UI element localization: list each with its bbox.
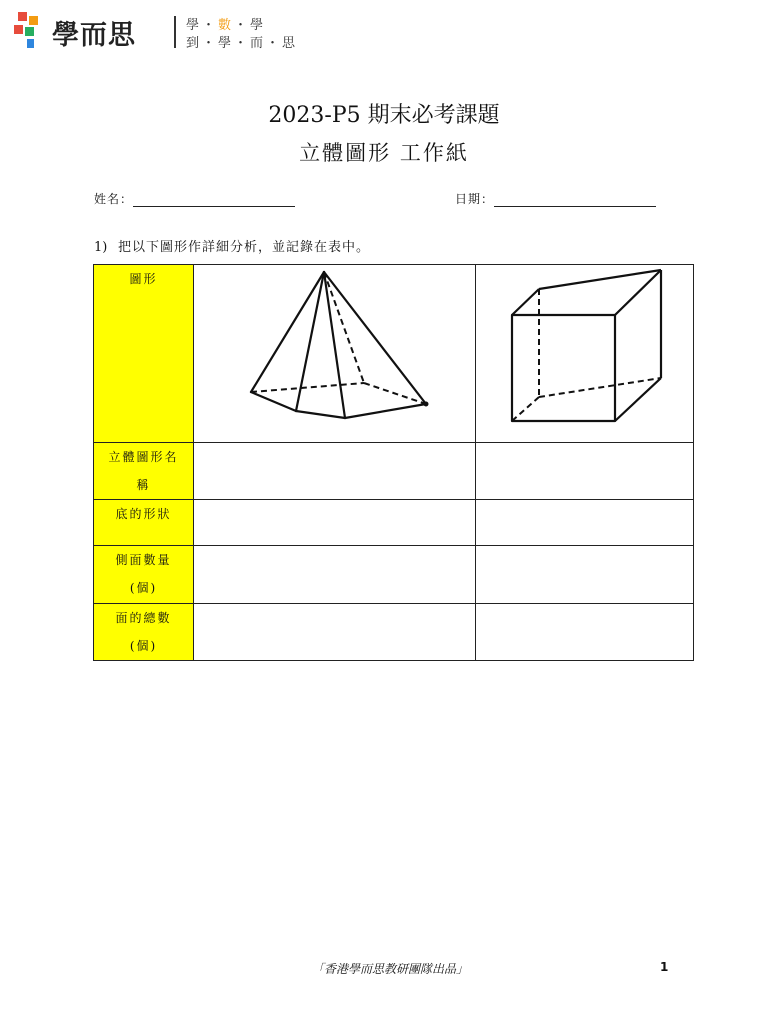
pentagonal-pyramid-icon [194, 265, 475, 438]
row-header-base-shape: 底的形狀 [94, 500, 194, 546]
logo [14, 8, 314, 52]
date-label: 日期： [455, 192, 495, 206]
question [94, 236, 370, 255]
answer-cell[interactable] [194, 546, 476, 604]
table-row [94, 265, 694, 443]
logo-mark-icon [14, 10, 44, 50]
triangular-prism-icon [476, 265, 693, 438]
name-label: 姓名： [94, 192, 134, 206]
row-header-side-faces: 側面數量 (個) [94, 546, 194, 604]
answer-cell[interactable] [194, 443, 476, 500]
question-number: 1) [94, 240, 108, 255]
table-row [94, 604, 694, 661]
name-blank-line[interactable] [133, 194, 295, 207]
table-row [94, 546, 694, 604]
footer-credit: 「香港學而思教研團隊出品」 [312, 962, 469, 976]
logo-divider [174, 16, 176, 48]
answer-cell[interactable] [476, 500, 694, 546]
row-header-total-faces: 面的總數 (個) [94, 604, 194, 661]
date-field[interactable] [455, 190, 656, 207]
question-text: 把以下圖形作詳細分析，並記錄在表中。 [118, 240, 371, 255]
answer-cell[interactable] [476, 546, 694, 604]
name-field[interactable] [94, 190, 295, 207]
date-blank-line[interactable] [494, 194, 656, 207]
table-row [94, 443, 694, 500]
answer-cell[interactable] [476, 604, 694, 661]
table-row [94, 500, 694, 546]
shape-cell-pyramid [194, 265, 476, 443]
shape-cell-prism [476, 265, 694, 443]
row-header-shape: 圖形 [94, 265, 194, 443]
answer-cell[interactable] [476, 443, 694, 500]
brand-name: 學而思 [52, 20, 136, 51]
row-header-solid-name: 立體圖形名 稱 [94, 443, 194, 500]
analysis-table [93, 264, 694, 661]
answer-cell[interactable] [194, 500, 476, 546]
slogan-line-1: 學・數・學 [186, 18, 267, 33]
page-number: 1 [660, 960, 669, 974]
page-subtitle: 立體圖形 工作紙 [299, 141, 469, 165]
slogan-line-2: 到・學・而・思 [186, 36, 299, 51]
page-title: 2023-P5 期末必考課題 [268, 103, 500, 128]
answer-cell[interactable] [194, 604, 476, 661]
